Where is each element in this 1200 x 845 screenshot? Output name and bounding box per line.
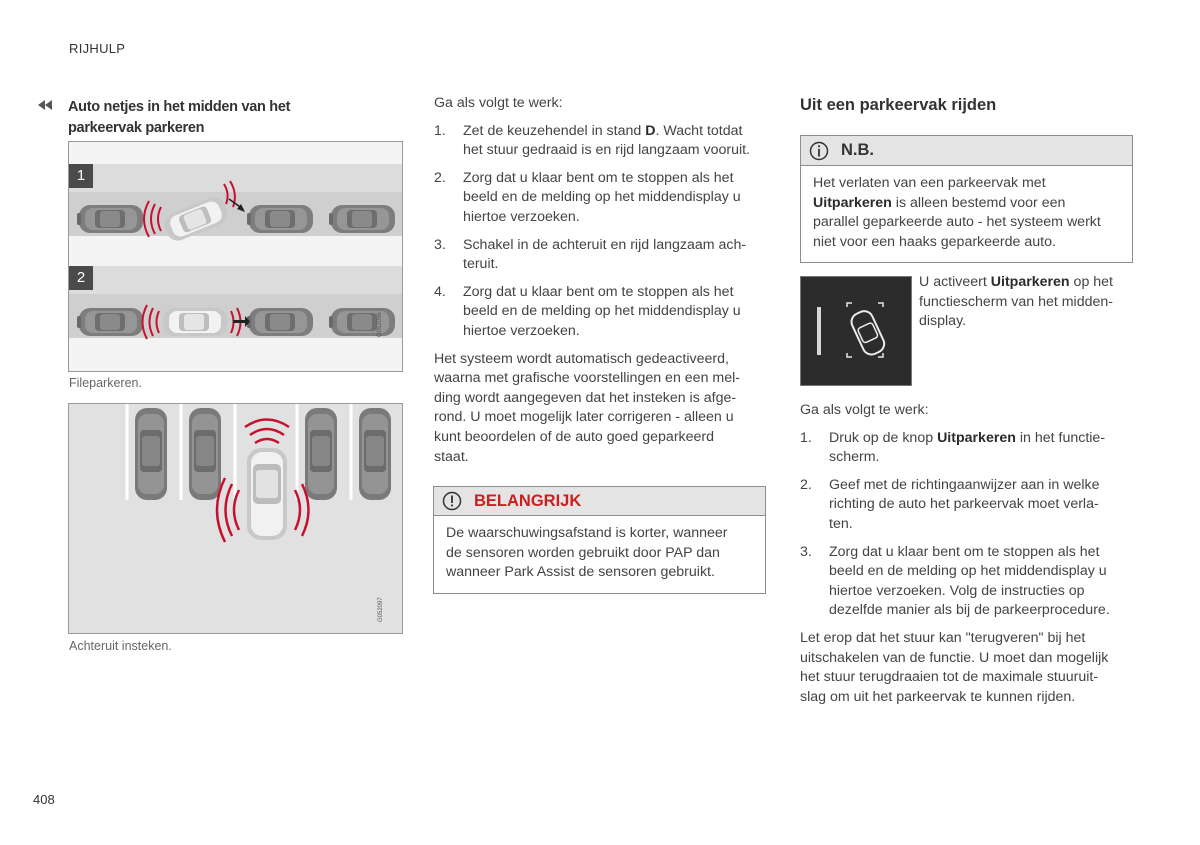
right-steps xyxy=(800,429,1160,621)
step-text: ten. xyxy=(829,515,853,532)
parallel-parking-illustration xyxy=(69,142,402,371)
step-text: richting de auto het parkeervak moet verla- xyxy=(829,496,1099,513)
activate-line: functiescherm van het midden- xyxy=(919,293,1113,310)
middle-steps xyxy=(434,122,769,342)
step-text: beeld en de melding op het middendisplay u xyxy=(463,303,741,320)
note-line: is alleen bestemd voor een xyxy=(891,194,1066,211)
paragraph-line: Let erop dat het stuur kan "terugveren" bij het xyxy=(800,629,1086,646)
step-number: 4. xyxy=(434,283,446,300)
step-text: beeld en de melding op het middendisplay u xyxy=(829,563,1107,580)
step-text: Geef met de richtingaanwijzer aan in welke xyxy=(829,476,1100,493)
note-body xyxy=(801,166,1132,262)
note-header xyxy=(801,136,1132,166)
activate-pre: U activeert xyxy=(919,274,991,290)
gear-d: D xyxy=(645,122,656,139)
activate-line: display. xyxy=(919,313,967,330)
step-label-1: 1 xyxy=(76,167,86,184)
step-text: hiertoe verzoeken. xyxy=(463,208,580,225)
right-paragraph xyxy=(800,629,1160,707)
note-label: N.B. xyxy=(841,141,874,159)
figure-parallel-parking xyxy=(68,141,403,372)
step-text: . Wacht totdat xyxy=(655,122,743,139)
list-item xyxy=(800,429,1160,468)
paragraph-line: het stuur terugdraaien tot de maximale stuuruit- xyxy=(800,669,1099,686)
paragraph-line: Het systeem wordt automatisch gedeactiveerd, xyxy=(434,350,729,367)
list-item xyxy=(434,169,769,228)
important-line: wanneer Park Assist de sensoren gebruikt. xyxy=(446,564,715,581)
important-body xyxy=(434,516,765,593)
right-column xyxy=(800,401,1160,707)
step-text: Druk op de knop xyxy=(829,429,938,446)
activate-post: op het xyxy=(1069,274,1113,290)
step-text: in het functie- xyxy=(1015,429,1106,446)
uitparkeren-button-image xyxy=(800,276,912,386)
list-item xyxy=(800,476,1160,535)
activate-text xyxy=(919,273,1159,332)
figure2-caption: Achteruit insteken. xyxy=(69,639,172,653)
important-box xyxy=(433,486,766,594)
figure-reverse-parking xyxy=(68,403,403,634)
right-heading: Uit een parkeervak rijden xyxy=(800,96,997,114)
reverse-parking-illustration xyxy=(69,404,402,633)
section-title: RIJHULP xyxy=(69,41,126,56)
step-text: Schakel in de achteruit en rijd langzaam ach- xyxy=(463,236,747,253)
paragraph-line: rond. U moet mogelijk later corrigeren - alleen u xyxy=(434,409,734,426)
step-label-2: 2 xyxy=(76,269,86,286)
figure-code-1: G052096 xyxy=(377,312,383,337)
important-line: De waarschuwingsafstand is korter, wanneer xyxy=(446,525,728,541)
step-text: dezelfde manier als bij de parkeerprocedure. xyxy=(829,602,1110,619)
step-text: Zorg dat u klaar bent om te stoppen als het xyxy=(463,169,734,186)
note-box xyxy=(800,135,1133,263)
list-item xyxy=(434,122,769,161)
important-header xyxy=(434,487,765,516)
list-item xyxy=(434,283,769,342)
note-bold: Uitparkeren xyxy=(813,194,892,211)
warning-circle-icon xyxy=(442,491,462,511)
page-number: 408 xyxy=(33,792,55,807)
paragraph-line: ding wordt aangegeven dat het insteken is afge- xyxy=(434,389,737,406)
important-label: BELANGRIJK xyxy=(474,491,582,510)
double-chevron-left-icon[interactable] xyxy=(34,97,60,113)
step-number: 3. xyxy=(800,543,812,560)
step-text: Zet de keuzehendel in stand xyxy=(463,122,646,139)
step-number: 1. xyxy=(434,122,446,139)
list-item xyxy=(800,543,1160,621)
paragraph-line: waarna met grafische voorstellingen en een mel- xyxy=(434,370,740,387)
uitparkeren-label: Uitparkeren xyxy=(937,429,1016,446)
paragraph-line: uitschakelen van de functie. U moet dan mogelijk xyxy=(800,649,1109,666)
step-text: het stuur gedraaid is en rijd langzaam vooruit. xyxy=(463,142,751,159)
figure1-caption: Fileparkeren. xyxy=(69,376,142,390)
paragraph-line: slag om uit het parkeervak te kunnen rijden. xyxy=(800,688,1076,705)
step-number: 1. xyxy=(800,429,812,446)
note-line: parallel geparkeerde auto - het systeem werkt xyxy=(813,214,1101,231)
figure-code-2: G052097 xyxy=(378,597,384,622)
activate-bold: Uitparkeren xyxy=(990,274,1070,290)
middle-intro: Ga als volgt te werk: xyxy=(434,95,563,111)
list-item xyxy=(434,236,769,275)
left-heading-line2: parkeervak parkeren xyxy=(68,120,205,136)
step-text: hiertoe verzoeken. xyxy=(463,322,580,339)
right-intro: Ga als volgt te werk: xyxy=(800,402,929,418)
step-text: Zorg dat u klaar bent om te stoppen als het xyxy=(829,543,1100,560)
middle-column xyxy=(434,94,769,467)
middle-paragraph xyxy=(434,350,769,468)
step-text: beeld en de melding op het middendisplay u xyxy=(463,189,741,206)
note-line: Het verlaten van een parkeervak met xyxy=(813,175,1046,191)
paragraph-line: kunt beoordelen of de auto goed geparkeerd xyxy=(434,428,715,445)
step-text: scherm. xyxy=(829,449,880,466)
left-heading xyxy=(68,97,368,139)
paragraph-line: staat. xyxy=(434,448,469,465)
step-text: teruit. xyxy=(463,256,499,273)
info-circle-icon xyxy=(809,141,829,161)
step-number: 2. xyxy=(800,476,812,493)
note-line: niet voor een haaks geparkeerde auto. xyxy=(813,233,1056,250)
step-number: 2. xyxy=(434,169,446,186)
left-heading-line1: Auto netjes in het midden van het xyxy=(68,99,291,115)
step-text: Zorg dat u klaar bent om te stoppen als het xyxy=(463,283,734,300)
important-line: de sensoren worden gebruikt door PAP dan xyxy=(446,544,720,561)
step-text: hiertoe verzoeken. Volg de instructies op xyxy=(829,582,1085,599)
step-number: 3. xyxy=(434,236,446,253)
